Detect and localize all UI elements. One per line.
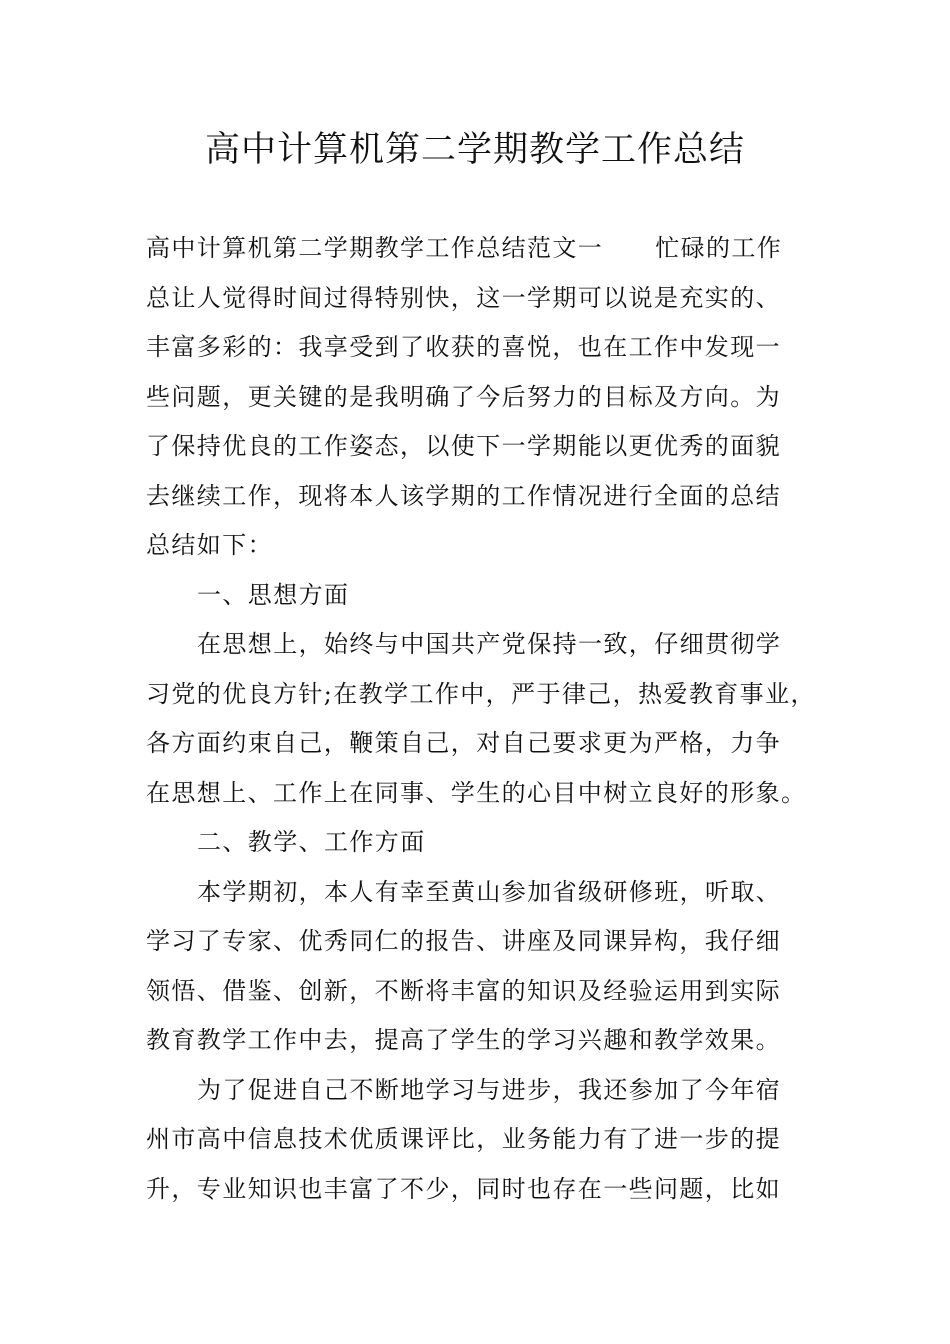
text-line: 总让人觉得时间过得特别快，这一学期可以说是充实的、 bbox=[146, 283, 781, 312]
text-line: 领悟、借鉴、创新，不断将丰富的知识及经验运用到实际 bbox=[146, 976, 781, 1005]
text-line: 本学期初，本人有幸至黄山参加省级研修班，听取、 bbox=[197, 877, 782, 906]
text-line: 州市高中信息技术优质课评比，业务能力有了进一步的提 bbox=[146, 1125, 781, 1153]
text-line: 去继续工作，现将本人该学期的工作情况进行全面的总结 bbox=[146, 481, 781, 510]
text-line: 习党的优良方针;在教学工作中，严于律己，热爱教育事业， bbox=[146, 679, 816, 708]
text-line: 丰富多彩的：我享受到了收获的喜悦，也在工作中发现一 bbox=[146, 333, 781, 361]
text-line: 为了促进自己不断地学习与进步，我还参加了今年宿 bbox=[197, 1075, 782, 1104]
document-body bbox=[146, 224, 836, 1214]
text-line: 总结如下： bbox=[146, 531, 273, 559]
text-line: 些问题，更关键的是我明确了今后努力的目标及方向。为 bbox=[146, 382, 781, 411]
text-line: 各方面约束自己，鞭策自己，对自己要求更为严格，力争 bbox=[146, 729, 781, 757]
text-line: 在思想上、工作上在同事、学生的心目中树立良好的形象。 bbox=[146, 778, 807, 807]
text-line: 了保持优良的工作姿态，以使下一学期能以更优秀的面貌 bbox=[146, 432, 781, 460]
document-title: 高中计算机第二学期教学工作总结 bbox=[204, 130, 745, 170]
text-line: 学习了专家、优秀同仁的报告、讲座及同课异构，我仔细 bbox=[146, 927, 781, 955]
intro-start: 忙碌的工作 bbox=[655, 234, 783, 262]
text-line: 教育教学工作中去，提高了学生的学习兴趣和教学效果。 bbox=[146, 1026, 781, 1054]
text-line: 在思想上，始终与中国共产党保持一致，仔细贯彻学 bbox=[197, 630, 782, 658]
section-heading: 二、教学、工作方面 bbox=[197, 828, 426, 856]
text-line bbox=[146, 224, 836, 274]
section-heading: 一、思想方面 bbox=[197, 580, 350, 609]
doc-subtitle: 高中计算机第二学期教学工作总结范文一 bbox=[146, 234, 604, 262]
text-line: 升，专业知识也丰富了不少，同时也存在一些问题，比如 bbox=[146, 1174, 781, 1203]
